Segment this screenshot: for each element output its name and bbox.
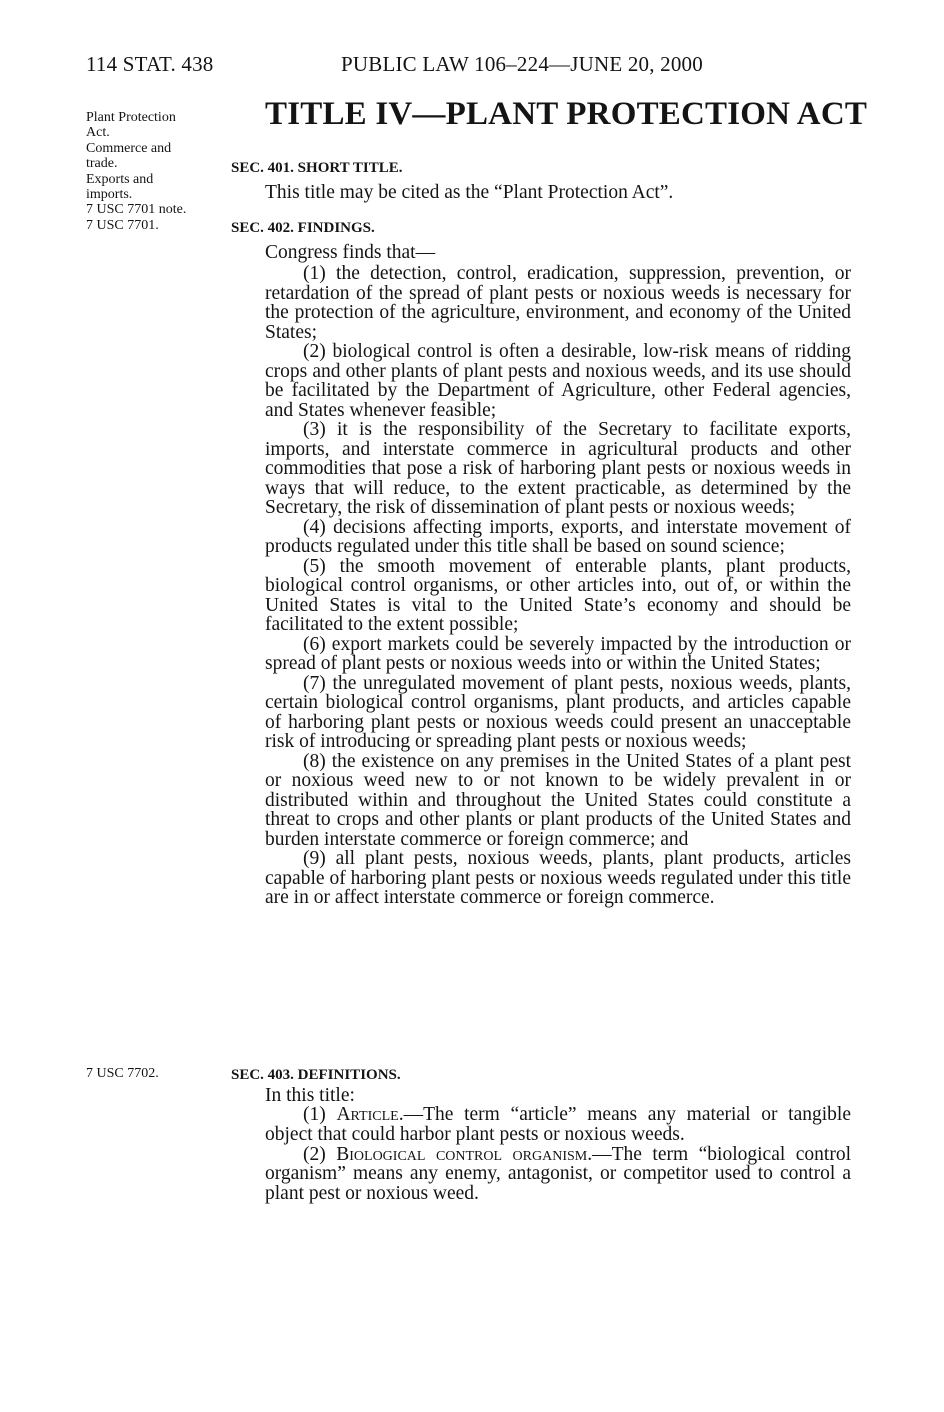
- definition-number: (1): [303, 1104, 337, 1125]
- sec-403-heading: SEC. 403. DEFINITIONS.: [231, 1067, 401, 1083]
- definition-item: [265, 1145, 851, 1204]
- margin-note: trade.: [86, 156, 118, 172]
- definition-text: .—The term “article” means any material or tangible object that could harbor plant pests or noxious weeds.: [265, 1104, 851, 1145]
- title-heading: TITLE IV—PLANT PROTECTION ACT: [265, 96, 868, 132]
- margin-notes: [86, 110, 226, 233]
- definitions-list: [265, 1105, 851, 1204]
- finding-item: (9) all plant pests, noxious weeds, plants, plant products, articles capable of harboring plant pests or noxious weeds regulated under this title are in or affect interstate commerce or foreign commerce.: [265, 848, 851, 908]
- sec-401-text: This title may be cited as the “Plant Protection Act”.: [265, 182, 674, 203]
- margin-note: Act.: [86, 125, 110, 141]
- finding-item: (8) the existence on any premises in the United States of a plant pest or noxious weed new to or not known to be widely prevalent in or distributed within and throughout the United States could constitute a threat to crops and other plants or plant products of the United States and burden interstate commerce or foreign commerce; and: [265, 750, 851, 850]
- margin-note: 7 USC 7701.: [86, 217, 159, 233]
- finding-item: (4) decisions affecting imports, exports, and interstate movement of products regulated under this title shall be based on sound science;: [265, 516, 851, 557]
- margin-note: 7 USC 7701 note.: [86, 202, 187, 218]
- definition-term: Article: [336, 1104, 399, 1125]
- finding-item: (5) the smooth movement of enterable plants, plant products, biological control organisms, or other articles into, out of, or within the United States is vital to the United State’s economy and should be facilitated to the extent possible;: [265, 555, 851, 635]
- public-law-citation: PUBLIC LAW 106–224—JUNE 20, 2000: [341, 52, 703, 76]
- definition-term: Biological control organism: [336, 1143, 588, 1165]
- findings-list: [265, 264, 851, 908]
- sec-402-heading: SEC. 402. FINDINGS.: [231, 220, 375, 236]
- stat-page-number: 114 STAT. 438: [86, 52, 214, 76]
- margin-note: imports.: [86, 187, 133, 203]
- finding-item: (7) the unregulated movement of plant pests, noxious weeds, plants, certain biological control organisms, plant products, and articles capable of harboring plant pests or noxious weeds could present an unacceptable risk of introducing or spreading plant pests or noxious weeds;: [265, 672, 851, 752]
- margin-note: Exports and: [86, 171, 154, 187]
- sec-401-heading: SEC. 401. SHORT TITLE.: [231, 160, 403, 176]
- finding-item: (6) export markets could be severely impacted by the introduction or spread of plant pests or noxious weeds into or within the United States;: [265, 633, 851, 674]
- finding-item: (3) it is the responsibility of the Secretary to facilitate exports, imports, and interstate commerce in agricultural products and other commodities that pose a risk of harboring plant pests or noxious weeds in ways that will reduce, to the extent practicable, as determined by the Secretary, the risk of dissemination of plant pests or noxious weeds;: [265, 419, 851, 518]
- margin-note-403: 7 USC 7702.: [86, 1066, 159, 1081]
- sec-402-intro: Congress finds that—: [265, 242, 436, 263]
- definition-item: [265, 1105, 851, 1145]
- finding-item: (2) biological control is often a desirable, low-risk means of ridding crops and other plants of plant pests and noxious weeds, and its use should be facilitated by the Department of Agriculture, other Federal agencies, and States whenever feasible;: [265, 341, 851, 421]
- sec-403-intro: In this title:: [265, 1085, 355, 1106]
- margin-note: Plant Protection: [86, 110, 176, 125]
- margin-note: Commerce and: [86, 140, 172, 156]
- definition-text: .—The term “biological control organism” means any enemy, antagonist, or competitor used to control a plant pest or noxious weed.: [265, 1143, 851, 1205]
- definition-number: (2): [303, 1143, 337, 1165]
- finding-item: (1) the detection, control, eradication, suppression, prevention, or retardation of the spread of plant pests or noxious weeds is necessary for the protection of the agriculture, environment, and economy of the United States;: [265, 263, 851, 343]
